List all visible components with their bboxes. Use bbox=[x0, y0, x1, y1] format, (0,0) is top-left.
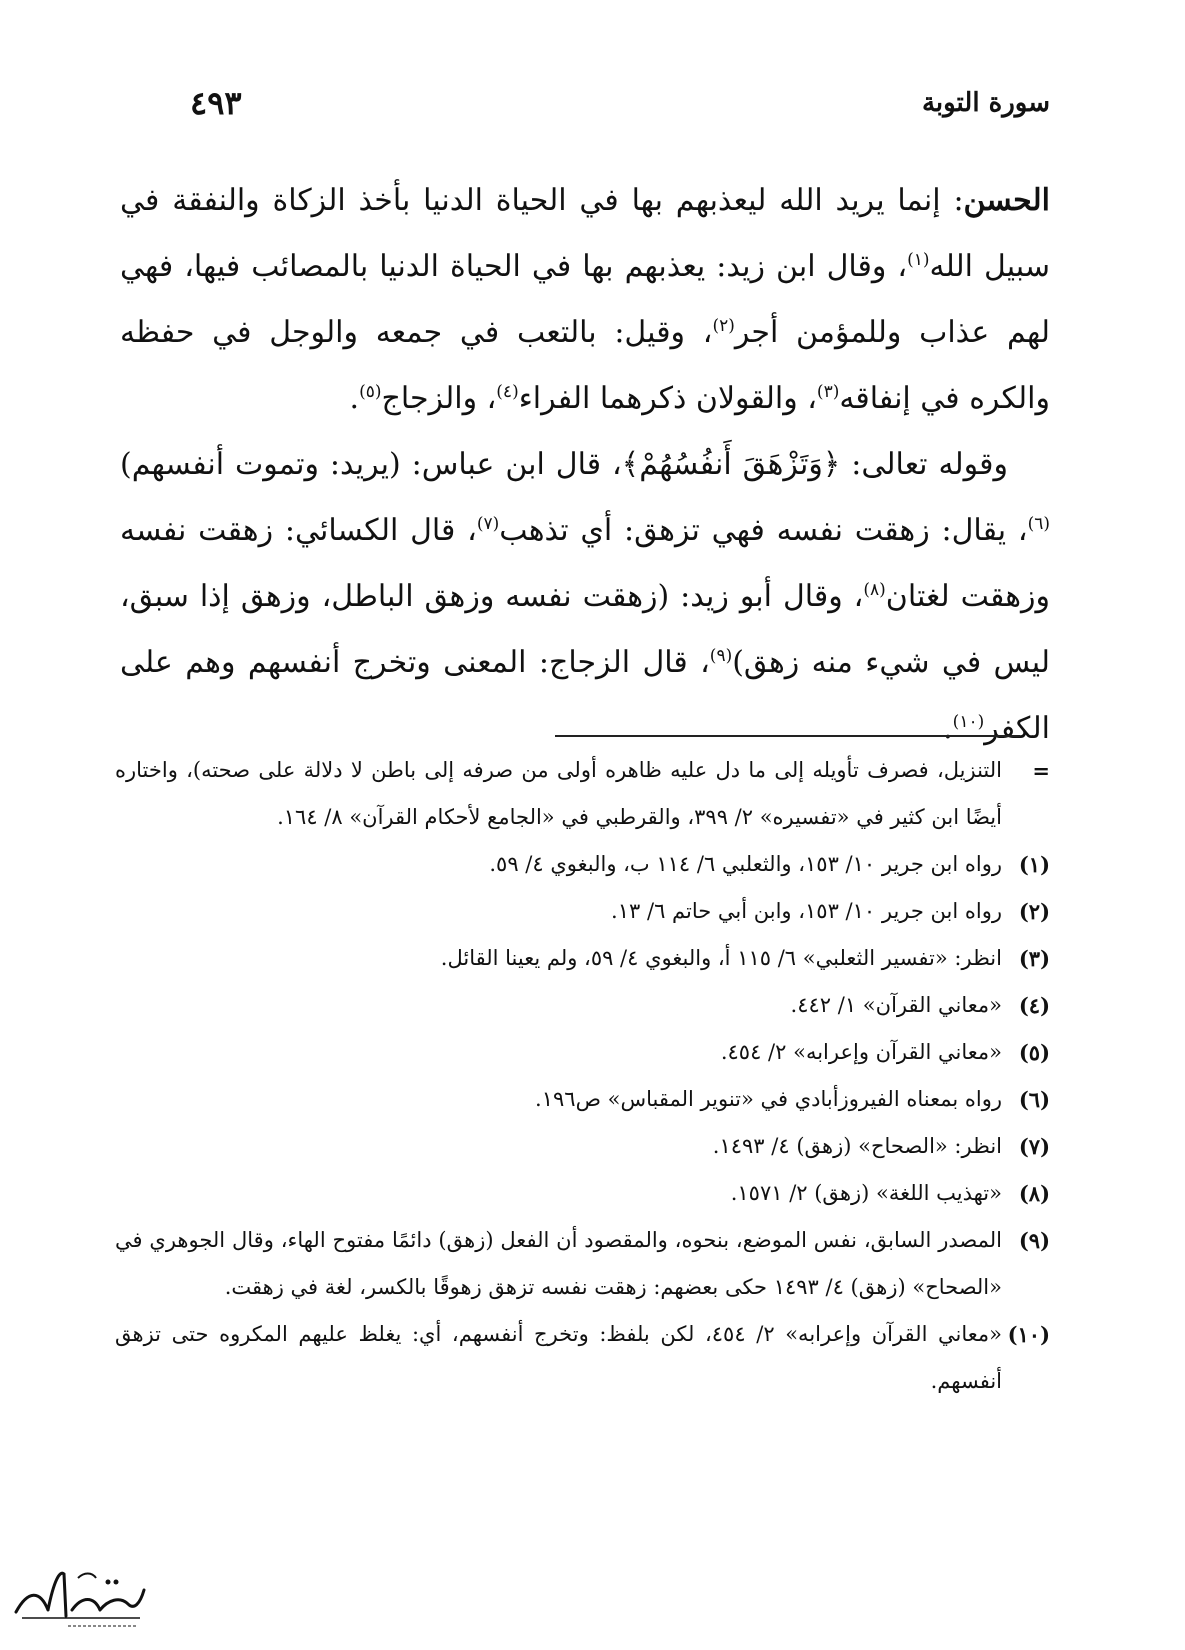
footnote-ref[interactable]: (٦) bbox=[1027, 514, 1050, 534]
text-segment: ، وقال أبو زيد: (زهقت نفسه وزهق الباطل، وزهق إذا سبق، ليس في شيء منه زهق) bbox=[120, 579, 1050, 680]
footnote-3 bbox=[115, 935, 1050, 982]
footnote-ref[interactable]: (٢) bbox=[712, 316, 735, 336]
footnote-6 bbox=[115, 1076, 1050, 1123]
footnote-text: «معاني القرآن وإعرابه» ٢/ ٤٥٤، لكن بلفظ: وتخرج أنفسهم، أي: يغلظ عليهم المكروه حتى تزهق أنفسهم. bbox=[115, 1322, 1003, 1393]
footnote-text: رواه ابن جرير ١٠/ ١٥٣، والثعلبي ٦/ ١١٤ ب، والبغوي ٤/ ٥٩. bbox=[489, 852, 1002, 876]
text-segment: وقوله تعالى: ﴿وَتَزْهَقَ أَنفُسُهُمْ﴾، قال ابن عباس: (يريد: وتموت أنفسهم) bbox=[120, 447, 1008, 482]
footnote-1 bbox=[115, 841, 1050, 888]
footnote-text: التنزيل، فصرف تأويله إلى ما دل عليه ظاهره أولى من صرفه إلى باطن لا دلالة على صحته)، واختاره أيضًا ابن كثير في «تفسيره» ٢/ ٣٩٩، والقرطبي في «الجامع لأحكام القرآن» ٨/ ١٦٤. bbox=[115, 758, 1002, 829]
text-segment: ، قال الزجاج: المعنى وتخرج أنفسهم وهم على الكفر bbox=[120, 645, 1050, 746]
paragraph-1 bbox=[120, 168, 1050, 432]
footnote-text: «معاني القرآن» ١/ ٤٤٢. bbox=[790, 993, 1002, 1017]
footnote-text: «تهذيب اللغة» (زهق) ٢/ ١٥٧١. bbox=[730, 1181, 1002, 1205]
footnote-number: (٥) bbox=[1018, 1040, 1050, 1065]
footnote-ref[interactable]: (٥) bbox=[359, 382, 382, 402]
footnote-ref[interactable]: (٤) bbox=[496, 382, 519, 402]
footnote-text: رواه ابن جرير ١٠/ ١٥٣، وابن أبي حاتم ٦/ ١٣. bbox=[611, 899, 1002, 923]
footnote-number: (٩) bbox=[1018, 1228, 1050, 1253]
footnote-8 bbox=[115, 1170, 1050, 1217]
text-segment: ، وقيل: بالتعب في جمعه والوجل في حفظه والكره في إنفاقه bbox=[120, 315, 1050, 416]
footnote-text: «معاني القرآن وإعرابه» ٢/ ٤٥٤. bbox=[720, 1040, 1002, 1064]
page-number: ٤٩٣ bbox=[190, 84, 242, 122]
logo-graphic bbox=[8, 1560, 153, 1632]
text-segment: ، والزجاج bbox=[381, 381, 497, 416]
footnote-text: انظر: «الصحاح» (زهق) ٤/ ١٤٩٣. bbox=[712, 1134, 1002, 1158]
text-segment: ، يقال: زهقت نفسه فهي تزهق: أي تذهب bbox=[499, 513, 1028, 548]
main-text bbox=[120, 168, 1050, 762]
text-segment: الحسن bbox=[963, 183, 1050, 218]
paragraph-2 bbox=[120, 432, 1050, 762]
footnote-ref[interactable]: (٣) bbox=[816, 382, 840, 402]
text-segment: ، قال الكسائي: زهقت نفسه وزهقت لغتان bbox=[120, 513, 1050, 614]
footnote-text: انظر: «تفسير الثعلبي» ٦/ ١١٥ أ، والبغوي ٤/ ٥٩، ولم يعينا القائل. bbox=[440, 946, 1002, 970]
footnote-ref[interactable]: (٩) bbox=[709, 646, 733, 666]
footnote-ref[interactable]: (٨) bbox=[863, 580, 886, 600]
footnote-5 bbox=[115, 1029, 1050, 1076]
footnotes bbox=[115, 747, 1050, 1405]
footnote-number: (١) bbox=[1018, 852, 1050, 877]
footnote-divider bbox=[555, 735, 1020, 737]
footnote-ref[interactable]: (١٠) bbox=[952, 712, 985, 732]
footnote-number: (٦) bbox=[1018, 1087, 1050, 1112]
footnote-number: (٧) bbox=[1018, 1134, 1050, 1159]
footnote-number: (٤) bbox=[1018, 993, 1050, 1018]
footnote-7 bbox=[115, 1123, 1050, 1170]
footnote-text: رواه بمعناه الفيروزأبادي في «تنوير المقباس» ص١٩٦. bbox=[535, 1087, 1002, 1111]
page-header bbox=[190, 78, 1050, 128]
text-segment: . bbox=[943, 711, 953, 746]
footnote-number: (٨) bbox=[1018, 1181, 1050, 1206]
footnote-ref[interactable]: (١) bbox=[907, 250, 930, 270]
footnote-2 bbox=[115, 888, 1050, 935]
footnote-number: (١٠) bbox=[1007, 1322, 1050, 1347]
text-segment: ، والقولان ذكرهما الفراء bbox=[518, 381, 817, 416]
footnote-10 bbox=[115, 1311, 1050, 1405]
footnote-9 bbox=[115, 1217, 1050, 1311]
text-segment: . bbox=[349, 381, 360, 416]
surah-name: سورة التوبة bbox=[921, 88, 1050, 118]
footnote-continuation bbox=[115, 747, 1050, 841]
footnote-number: = bbox=[1032, 758, 1050, 783]
text-segment: : إنما يريد الله ليعذبهم بها في الحياة الدنيا بأخذ الزكاة والنفقة في سبيل الله bbox=[120, 183, 1050, 284]
footnote-text: المصدر السابق، نفس الموضع، بنحوه، والمقصود أن الفعل (زهق) دائمًا مفتوح الهاء، وقال الجوهري في «الصحاح» (زهق) ٤/ ١٤٩٣ حكى بعضهم: زهقت نفسه تزهق زهوقًا بالكسر، لغة في زهقت. bbox=[115, 1228, 1002, 1299]
almoshaf-logo-icon bbox=[8, 1560, 153, 1632]
footnote-number: (٣) bbox=[1018, 946, 1050, 971]
footnote-ref[interactable]: (٧) bbox=[476, 514, 500, 534]
footnote-number: (٢) bbox=[1018, 899, 1050, 924]
footnote-4 bbox=[115, 982, 1050, 1029]
text-segment: ، وقال ابن زيد: يعذبهم بها في الحياة الدنيا بالمصائب فيها، فهي لهم عذاب وللمؤمن أجر bbox=[120, 249, 1050, 350]
